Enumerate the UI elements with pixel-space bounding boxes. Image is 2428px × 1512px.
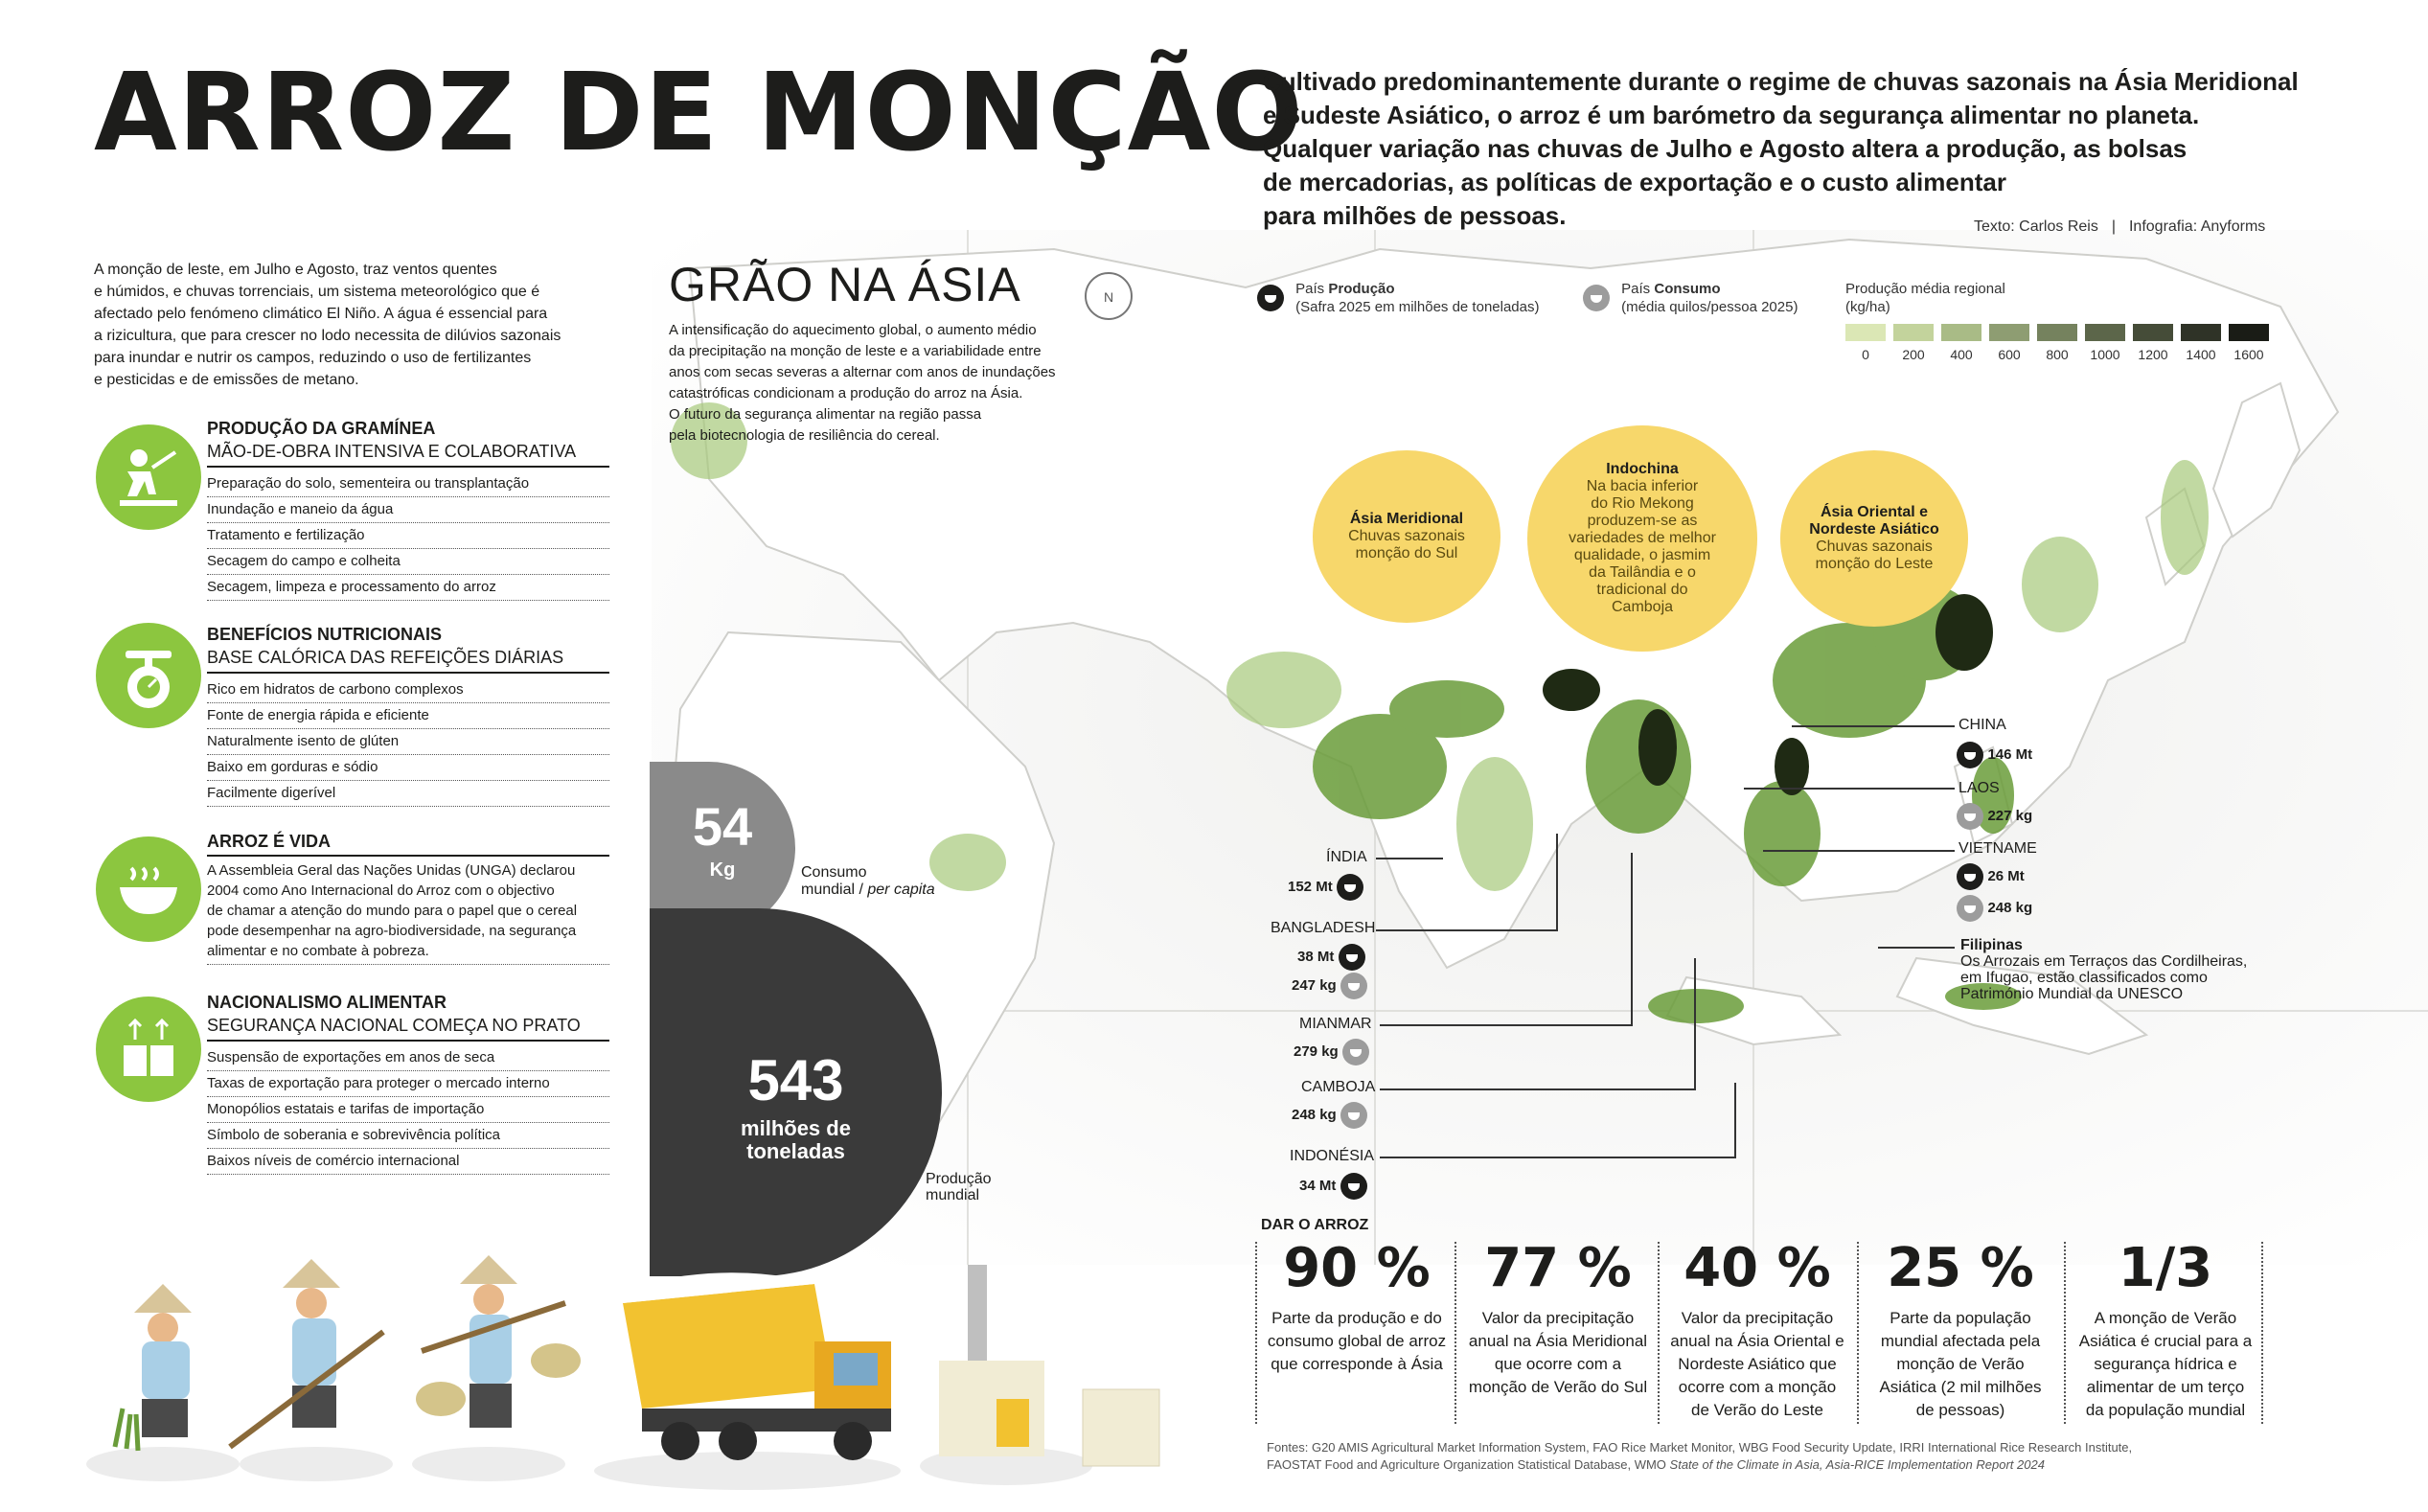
asia-line: catastróficas condicionam a produção do arroz na Ásia.: [669, 385, 1023, 401]
leader-line: [1763, 850, 1955, 852]
consumption-unit: Kg: [709, 859, 736, 881]
region-east-asia: [1780, 450, 1968, 627]
scale-tick: 200: [1902, 347, 1925, 362]
scale-tick: 0: [1862, 347, 1869, 362]
production-value: 34 Mt: [1299, 1178, 1337, 1195]
scale-swatch: [1893, 324, 1934, 341]
production-list: [207, 471, 609, 601]
stat-line: que ocorre com a: [1494, 1355, 1622, 1373]
farmer-carrying-illustration: [412, 1255, 581, 1481]
country-bangladesh: BANGLADESH: [1271, 920, 1376, 936]
list-item: Taxas de exportação para proteger o mercado interno: [207, 1071, 609, 1097]
region-line: Chuvas sazonais: [1816, 538, 1933, 555]
leader-line: [1792, 725, 1955, 727]
consumption-label-line: Consumo: [801, 864, 867, 881]
production-pin-icon: [1340, 1173, 1367, 1200]
stat-separator: [2261, 1242, 2263, 1424]
legend-bold: Produção: [1328, 281, 1395, 297]
production-pin-icon: [1337, 874, 1363, 901]
legend-scale-title-line: (kg/ha): [1845, 299, 1890, 315]
region-name: Nordeste Asiático: [1809, 521, 1939, 538]
list-item: Suspensão de exportações em anos de seca: [207, 1045, 609, 1071]
section-subtitle-nutrition: BASE CALÓRICA DAS REFEIÇÕES DIÁRIAS: [207, 648, 609, 674]
production-pin-icon: [1957, 742, 1983, 768]
life-line: A Assembleia Geral das Nações Unidas (UNGA) declarou: [207, 862, 576, 879]
legend-bold: Consumo: [1654, 281, 1721, 297]
region-name: Ásia Meridional: [1349, 511, 1464, 527]
stat-line: de pessoas): [1915, 1401, 2005, 1419]
stat-line: anual na Ásia Oriental e: [1670, 1332, 1844, 1350]
scale-swatch: [2229, 324, 2269, 341]
leader-line: [1376, 858, 1443, 859]
list-item: Baixos níveis de comércio internacional: [207, 1149, 609, 1175]
sources-line: Fontes: G20 AMIS Agricultural Market Information System, FAO Rice Market Monitor, WBG Food Security Update, IRRI International Rice Research Institute,: [1267, 1440, 2133, 1455]
consumption-value: 279 kg: [1294, 1043, 1339, 1061]
region-line: variedades de melhor: [1569, 530, 1716, 546]
stat-value: 90 %: [1283, 1237, 1431, 1299]
scale-swatch: [1845, 324, 1886, 341]
leader-line: [1380, 1024, 1633, 1026]
region-name: Indochina: [1606, 461, 1679, 477]
stat-value: 77 %: [1484, 1237, 1632, 1299]
stat-item: [1462, 1237, 1654, 1399]
list-item: Fonte de energia rápida e eficiente: [207, 703, 609, 729]
country-china: CHINA: [1958, 717, 2006, 733]
left-intro-line: a rizicultura, que para crescer no lodo necessita de dilúvios sazonais: [94, 328, 561, 344]
consumption-label-line: mundial /: [801, 882, 863, 898]
sources-italic: State of the Climate in Asia, Asia-RICE Implementation Report 2024: [1669, 1457, 2045, 1472]
consumption-pin-icon: [1340, 973, 1367, 999]
mianmar-consumption: [1294, 1039, 1369, 1065]
leader-line: [1734, 1083, 1736, 1158]
stat-line: monção de Verão do Sul: [1468, 1378, 1648, 1396]
stat-line: anual na Ásia Meridional: [1468, 1332, 1648, 1350]
region-line: tradicional do: [1596, 582, 1688, 598]
country-indonesia: INDONÉSIA: [1290, 1148, 1375, 1164]
stat-value: 1/3: [2118, 1237, 2213, 1299]
bangladesh-production: [1297, 944, 1365, 971]
region-south-asia: [1313, 450, 1500, 623]
filipinas-line: em Ifugao, estão classificados como: [1960, 970, 2208, 986]
scale-tick: 600: [1998, 347, 2021, 362]
stats-header: DAR O ARROZ: [1261, 1217, 1369, 1233]
region-line: produzem-se as: [1587, 513, 1698, 529]
region-line: qualidade, o jasmim: [1573, 547, 1711, 563]
stat-line: Valor da precipitação: [1681, 1309, 1834, 1327]
stat-line: monção de Verão: [1896, 1355, 2025, 1373]
vietname-production: [1957, 863, 2025, 890]
consumption-pin-icon: [1957, 803, 1983, 830]
stat-line: de Verão do Leste: [1690, 1401, 1823, 1419]
stat-description: [1261, 1307, 1453, 1376]
list-item: Monopólios estatais e tarifas de importação: [207, 1097, 609, 1123]
scale-swatch: [2181, 324, 2221, 341]
india-production: [1288, 874, 1363, 901]
stat-item: [1661, 1237, 1853, 1422]
rice-mill-illustration: [920, 1265, 1159, 1485]
credit-infographic: Infografia: Anyforms: [2128, 218, 2266, 235]
stat-line: Parte da produção e do: [1271, 1309, 1442, 1327]
stat-separator: [1857, 1242, 1859, 1424]
scale-swatch: [1941, 324, 1981, 341]
stat-line: da população mundial: [2085, 1401, 2246, 1419]
legend-scale-title: [1845, 280, 2005, 316]
scale-swatch: [2085, 324, 2125, 341]
list-item: Inundação e maneio da água: [207, 497, 609, 523]
region-line: monção do Leste: [1815, 556, 1934, 572]
credits: [1974, 218, 2265, 236]
filipinas-line: Os Arrozais em Terraços das Cordilheiras,: [1960, 953, 2248, 970]
leader-line: [1380, 1088, 1696, 1090]
asia-line: A intensificação do aquecimento global, o aumento médio: [669, 322, 1037, 338]
scale-swatch: [1989, 324, 2029, 341]
leader-line: [1380, 1157, 1736, 1158]
intro-line: e Sudeste Asiático, o arroz é um barómetro da segurança alimentar no planeta.: [1263, 101, 2200, 129]
list-item: Rico em hidratos de carbono complexos: [207, 677, 609, 703]
stat-item: [1865, 1237, 2056, 1422]
stat-separator: [1455, 1242, 1456, 1424]
stat-line: ocorre com a monção: [1678, 1378, 1837, 1396]
stat-line: Valor da precipitação: [1481, 1309, 1635, 1327]
region-name: Ásia Oriental e: [1820, 504, 1929, 520]
scale-swatch: [2133, 324, 2173, 341]
region-line: monção do Sul: [1355, 545, 1458, 561]
production-pin-icon: [1339, 944, 1365, 971]
stat-line: que corresponde à Ásia: [1271, 1355, 1443, 1373]
nationalism-list: [207, 1045, 609, 1175]
consumption-pin-icon: [1340, 1102, 1367, 1129]
region-line: do Rio Mekong: [1591, 495, 1694, 512]
illustration-strip: [86, 1246, 1188, 1495]
list-item: Símbolo de soberania e sobrevivência política: [207, 1123, 609, 1149]
legend-scale: [1845, 324, 2277, 366]
production-label-line: Produção: [926, 1171, 992, 1187]
country-india: ÍNDIA: [1326, 849, 1367, 865]
region-line: Chuvas sazonais: [1348, 528, 1465, 544]
camboja-consumption: [1292, 1102, 1367, 1129]
leader-line: [1631, 853, 1633, 1026]
consumption-pin-icon: [1342, 1039, 1369, 1065]
life-line: 2004 como Ano Internacional do Arroz com o objectivo: [207, 882, 555, 899]
legend-consumption: [1583, 280, 1798, 316]
asia-line: O futuro da segurança alimentar na região passa: [669, 406, 982, 423]
stat-line: Asiática é crucial para a: [2078, 1332, 2253, 1350]
country-filipinas: Filipinas: [1960, 937, 2023, 953]
left-intro-line: e húmidos, e chuvas torrenciais, um sistema meteorológico que é: [94, 284, 540, 300]
compass-label: N: [1103, 289, 1114, 305]
production-value: 26 Mt: [1987, 868, 2025, 885]
stat-line: Asiática (2 mil milhões: [1879, 1378, 2042, 1396]
filipinas-line: Património Mundial da UNESCO: [1960, 986, 2184, 1002]
consumption-value: 54: [692, 796, 753, 857]
consumption-value: 227 kg: [1987, 808, 2033, 825]
stat-item: [1261, 1237, 1453, 1376]
list-item: Naturalmente isento de glúten: [207, 729, 609, 755]
intro-line: para milhões de pessoas.: [1263, 201, 1567, 230]
stat-line: segurança hídrica e: [2094, 1355, 2237, 1373]
consumption-value: 248 kg: [1987, 900, 2033, 917]
filipinas-note: [1960, 937, 2247, 1002]
sources-line: FAOSTAT Food and Agriculture Organization Statistical Database, WMO: [1267, 1457, 1666, 1472]
stat-description: [1462, 1307, 1654, 1399]
stat-item: [2070, 1237, 2261, 1422]
left-intro-line: afectado pelo fenómeno climático El Niño. A água é essencial para: [94, 306, 548, 322]
sources: [1267, 1439, 2132, 1474]
asia-line: da precipitação na monção de leste e a variabilidade entre: [669, 343, 1042, 359]
country-vietname: VIETNAME: [1958, 840, 2037, 857]
stat-value: 40 %: [1684, 1237, 1831, 1299]
nutrition-list: [207, 677, 609, 807]
bangladesh-consumption: [1292, 973, 1367, 999]
leader-line: [1556, 834, 1558, 931]
farmer-icon: [96, 424, 201, 530]
stat-description: [1865, 1307, 2056, 1422]
scale-tick: 800: [2046, 347, 2069, 362]
list-item: Facilmente digerível: [207, 781, 609, 807]
stat-line: alimentar de um terço: [2086, 1378, 2245, 1396]
scale-tick: 400: [1950, 347, 1973, 362]
legend-production: [1257, 280, 1539, 316]
section-subtitle-production: MÃO-DE-OBRA INTENSIVA E COLABORATIVA: [207, 442, 609, 468]
list-item: Preparação do solo, sementeira ou transplantação: [207, 471, 609, 497]
stat-description: [1661, 1307, 1853, 1422]
list-item: Secagem, limpeza e processamento do arroz: [207, 575, 609, 601]
country-mianmar: MIANMAR: [1299, 1016, 1372, 1032]
consumption-pin-icon: [1583, 285, 1610, 311]
stat-line: consumo global de arroz: [1267, 1332, 1447, 1350]
asia-line: anos com secas severas a alternar com anos de inundações: [669, 364, 1056, 380]
china-production: [1957, 742, 2032, 768]
production-value: 38 Mt: [1297, 949, 1335, 966]
credit-separator: |: [2111, 218, 2116, 235]
consumption-pin-icon: [1957, 895, 1983, 922]
credit-text: Texto: Carlos Reis: [1974, 218, 2098, 235]
silo-icon: [96, 997, 201, 1102]
section-title-nationalism: NACIONALISMO ALIMENTAR: [207, 993, 447, 1012]
scale-tick: 1600: [2233, 347, 2264, 362]
section-subtitle-nationalism: SEGURANÇA NACIONAL COMEÇA NO PRATO: [207, 1016, 609, 1042]
legend-scale-title-line: Produção média regional: [1845, 281, 2005, 297]
life-line: de chamar a atenção do mundo para o papel que o cereal: [207, 903, 578, 919]
production-value: 146 Mt: [1987, 746, 2033, 764]
section-title-life: ARROZ É VIDA: [207, 832, 332, 851]
intro-line: de mercadorias, as políticas de exportação e o custo alimentar: [1263, 168, 2006, 196]
stat-line: A monção de Verão: [2094, 1309, 2237, 1327]
stat-separator: [1255, 1242, 1257, 1424]
consumption-label: [801, 864, 935, 899]
legend-prefix: País: [1621, 281, 1651, 297]
consumption-label-italic: per capita: [867, 882, 935, 898]
region-line: da Tailândia e o: [1589, 564, 1696, 581]
consumption-value: 248 kg: [1292, 1107, 1337, 1124]
production-unit-line: milhões de: [741, 1116, 851, 1140]
production-pin-icon: [1957, 863, 1983, 890]
stat-value: 25 %: [1887, 1237, 2034, 1299]
legend-note: (média quilos/pessoa 2025): [1621, 299, 1798, 315]
region-indochina: [1527, 425, 1757, 652]
left-intro-paragraph: [94, 259, 611, 391]
legend-note: (Safra 2025 em milhões de toneladas): [1295, 299, 1540, 315]
region-line: Camboja: [1611, 599, 1674, 615]
section-title-production: PRODUÇÃO DA GRAMÍNEA: [207, 419, 436, 438]
production-pin-icon: [1257, 285, 1284, 311]
scale-swatch: [2037, 324, 2077, 341]
leader-line: [1744, 788, 1955, 790]
list-item: Secagem do campo e colheita: [207, 549, 609, 575]
asia-section-title: GRÃO NA ÁSIA: [669, 258, 1021, 311]
scale-tick: 1400: [2186, 347, 2216, 362]
region-line: Na bacia inferior: [1586, 478, 1699, 494]
scale-tick: 1000: [2090, 347, 2120, 362]
stat-line: Nordeste Asiático que: [1678, 1355, 1837, 1373]
production-unit-line: toneladas: [746, 1139, 845, 1163]
asia-line: pela biotecnologia de resiliência do cereal.: [669, 427, 940, 444]
intro-line: Qualquer variação nas chuvas de Julho e Agosto altera a produção, as bolsas: [1263, 134, 2187, 163]
list-item: Baixo em gorduras e sódio: [207, 755, 609, 781]
left-intro-line: para inundar e nutrir os campos, reduzindo o uso de fertilizantes: [94, 350, 532, 366]
left-intro-line: A monção de leste, em Julho e Agosto, traz ventos quentes: [94, 262, 497, 278]
life-paragraph: [207, 855, 609, 965]
stat-separator: [2064, 1242, 2066, 1424]
intro-line: Cultivado predominantemente durante o regime de chuvas sazonais na Ásia Meridional: [1263, 67, 2299, 96]
farmer-planting-illustration: [86, 1284, 240, 1481]
consumption-value: 247 kg: [1292, 977, 1337, 995]
life-line: pode desempenhar na agro-biodiversidade, na segurança: [207, 923, 577, 939]
truck-illustration: [594, 1272, 901, 1490]
production-label-line: mundial: [926, 1187, 980, 1203]
leader-line: [1878, 947, 1955, 949]
leader-line: [1376, 929, 1558, 931]
stat-line: mundial afectada pela: [1880, 1332, 2041, 1350]
laos-consumption: [1957, 803, 2032, 830]
scale-icon: [96, 623, 201, 728]
stat-line: Parte da população: [1890, 1309, 2031, 1327]
page-title: ARROZ DE MONÇÃO: [94, 51, 1304, 175]
country-laos: LAOS: [1958, 780, 2000, 796]
farmer-hoeing-illustration: [230, 1259, 393, 1481]
production-value: 152 Mt: [1288, 879, 1333, 896]
stat-description: [2070, 1307, 2261, 1422]
list-item: Tratamento e fertilização: [207, 523, 609, 549]
indonesia-production: [1299, 1173, 1367, 1200]
legend-prefix: País: [1295, 281, 1325, 297]
stat-separator: [1658, 1242, 1660, 1424]
rice-bowl-icon: [96, 836, 201, 942]
section-title-nutrition: BENEFÍCIOS NUTRICIONAIS: [207, 625, 443, 644]
life-line: alimentar e no combate à pobreza.: [207, 943, 429, 959]
left-intro-line: e pesticidas e de emissões de metano.: [94, 372, 359, 388]
country-camboja: CAMBOJA: [1301, 1079, 1376, 1095]
production-value: 543: [747, 1048, 844, 1112]
scale-tick: 1200: [2138, 347, 2168, 362]
vietname-consumption: [1957, 895, 2032, 922]
leader-line: [1694, 958, 1696, 1090]
production-label: [926, 1171, 992, 1203]
compass-icon: [1085, 272, 1133, 320]
asia-paragraph: [669, 320, 1119, 447]
intro-paragraph: [1263, 65, 2317, 233]
